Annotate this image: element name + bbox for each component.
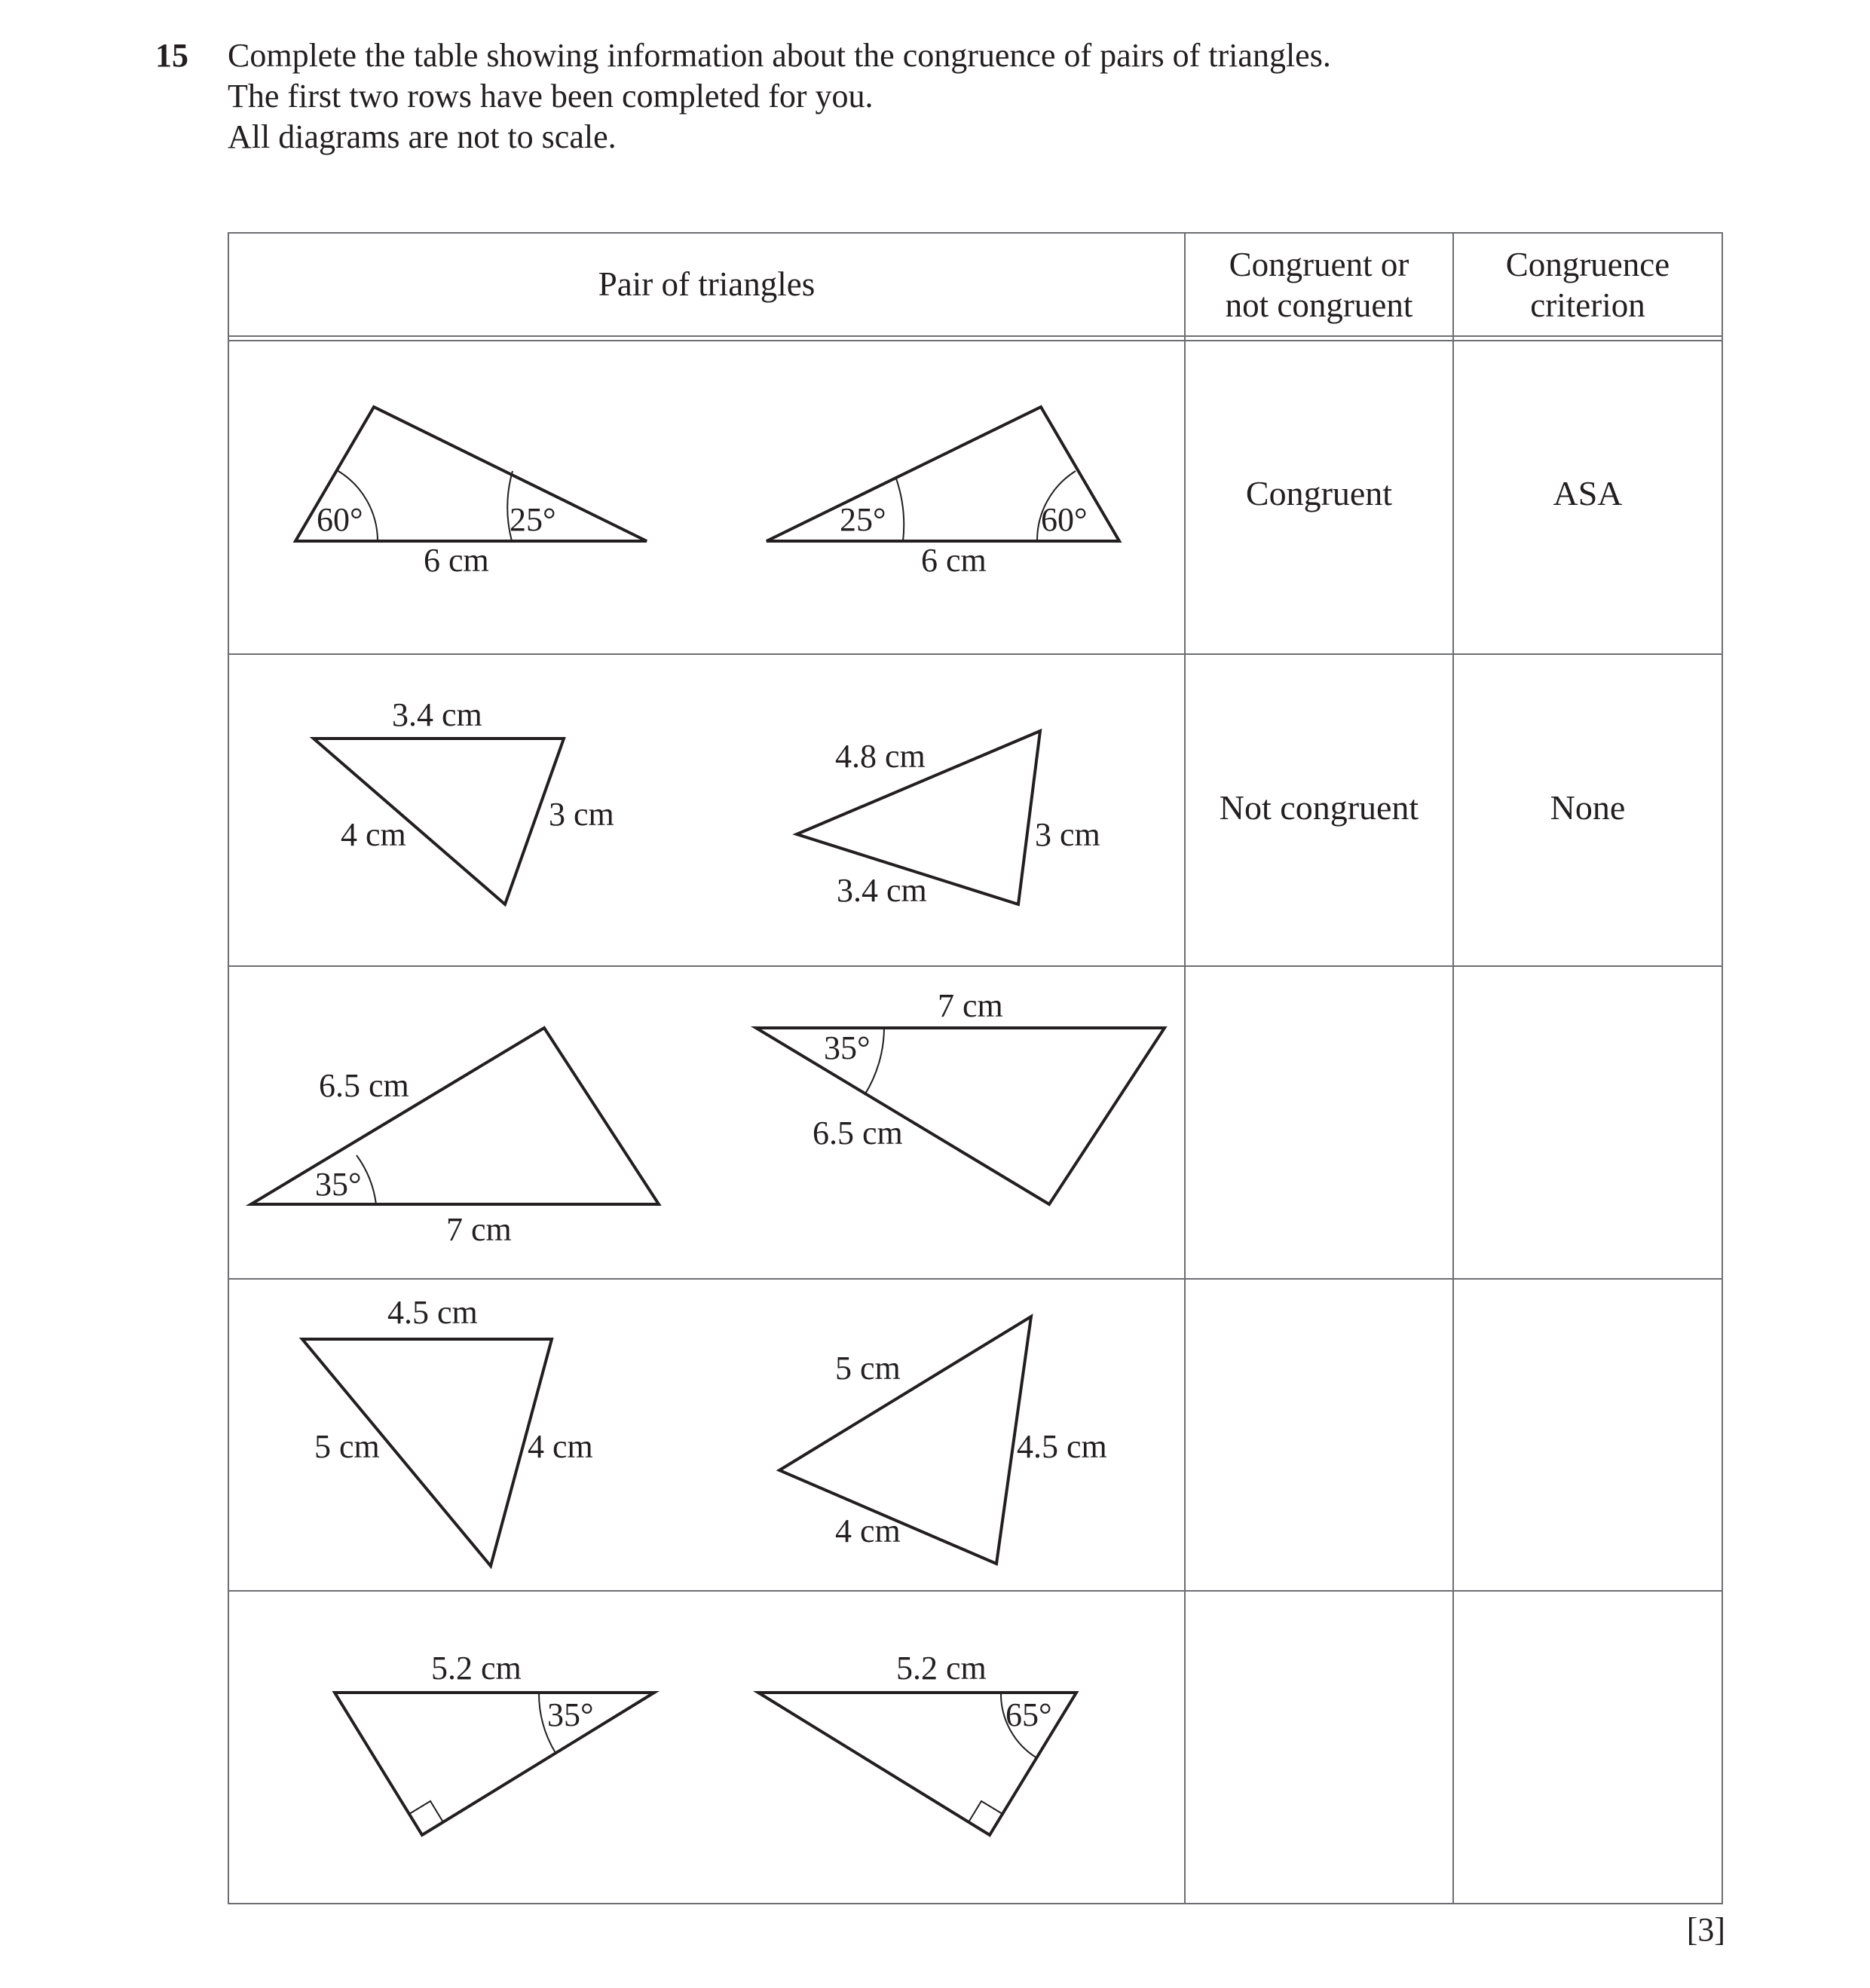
label-row1-right-angle-60: 60° (1041, 501, 1088, 538)
label-row3-right-side-7cm: 7 cm (938, 987, 1003, 1024)
question-number: 15 (155, 37, 188, 74)
label-row3-left-side-6-5cm: 6.5 cm (319, 1067, 409, 1104)
triangle-diagrams (251, 407, 1165, 1835)
header-criterion-line-1: Congruence (1505, 246, 1670, 283)
label-row4-left-side-4cm: 4 cm (528, 1428, 593, 1465)
row5-triangle-left (335, 1693, 654, 1835)
label-row3-right-side-6-5cm: 6.5 cm (813, 1115, 903, 1152)
question-instruction-line-1: Complete the table showing information about the congruence of pairs of triangles. (228, 37, 1331, 74)
label-row4-right-side-4cm: 4 cm (835, 1512, 901, 1549)
header-criterion-line-2: criterion (1530, 286, 1645, 324)
header-congruent-line-1: Congruent or (1229, 246, 1409, 283)
label-row3-right-angle-35: 35° (824, 1029, 871, 1066)
row3-triangle-left (251, 1028, 659, 1204)
row1-congruent-answer: Congruent (1245, 474, 1393, 512)
label-row2-right-side-4-8cm: 4.8 cm (835, 738, 926, 775)
label-row1-left-angle-25: 25° (510, 501, 556, 538)
label-row1-right-angle-25: 25° (840, 501, 886, 538)
label-row4-right-side-4-5cm: 4.5 cm (1017, 1428, 1107, 1465)
angle-arc-25-right (896, 479, 904, 541)
right-angle-mark-right (969, 1801, 1002, 1835)
marks-indicator: [3] (1686, 1911, 1725, 1948)
label-row5-right-side-5-2cm: 5.2 cm (896, 1650, 987, 1687)
header-congruent-line-2: not congruent (1225, 286, 1413, 324)
label-row2-left-side-3cm: 3 cm (549, 796, 614, 833)
row2-criterion-answer: None (1550, 788, 1626, 827)
header-congruent-or-not (1185, 244, 1453, 326)
label-row4-right-side-5cm: 5 cm (835, 1350, 901, 1387)
label-row4-left-side-5cm: 5 cm (314, 1428, 380, 1465)
label-row5-right-angle-65: 65° (1005, 1696, 1052, 1733)
diagram-labels (314, 501, 1107, 1733)
label-row4-left-side-4-5cm: 4.5 cm (387, 1294, 478, 1331)
row4-triangle-right (779, 1317, 1031, 1564)
row2-congruent-answer: Not congruent (1219, 788, 1419, 827)
label-row1-right-side-6cm: 6 cm (921, 542, 987, 579)
label-row2-right-side-3-4cm: 3.4 cm (837, 872, 927, 909)
label-row1-left-side-6cm: 6 cm (424, 542, 489, 579)
row1-criterion-answer: ASA (1553, 474, 1623, 512)
label-row2-left-side-3-4cm: 3.4 cm (392, 696, 482, 733)
header-congruence-criterion (1453, 244, 1722, 326)
right-angle-mark-left (409, 1801, 443, 1835)
label-row3-left-side-7cm: 7 cm (446, 1211, 512, 1248)
question-instruction-line-2: The first two rows have been completed for you. (228, 78, 874, 115)
header-pair-of-triangles: Pair of triangles (598, 265, 816, 303)
label-row3-left-angle-35: 35° (315, 1166, 362, 1203)
label-row2-left-side-4cm: 4 cm (341, 816, 406, 853)
label-row2-right-side-3cm: 3 cm (1035, 816, 1100, 853)
label-row5-left-side-5-2cm: 5.2 cm (431, 1650, 522, 1687)
label-row1-left-angle-60: 60° (317, 501, 363, 538)
label-row5-left-angle-35: 35° (547, 1696, 594, 1733)
question-instruction-line-3: All diagrams are not to scale. (228, 118, 617, 155)
